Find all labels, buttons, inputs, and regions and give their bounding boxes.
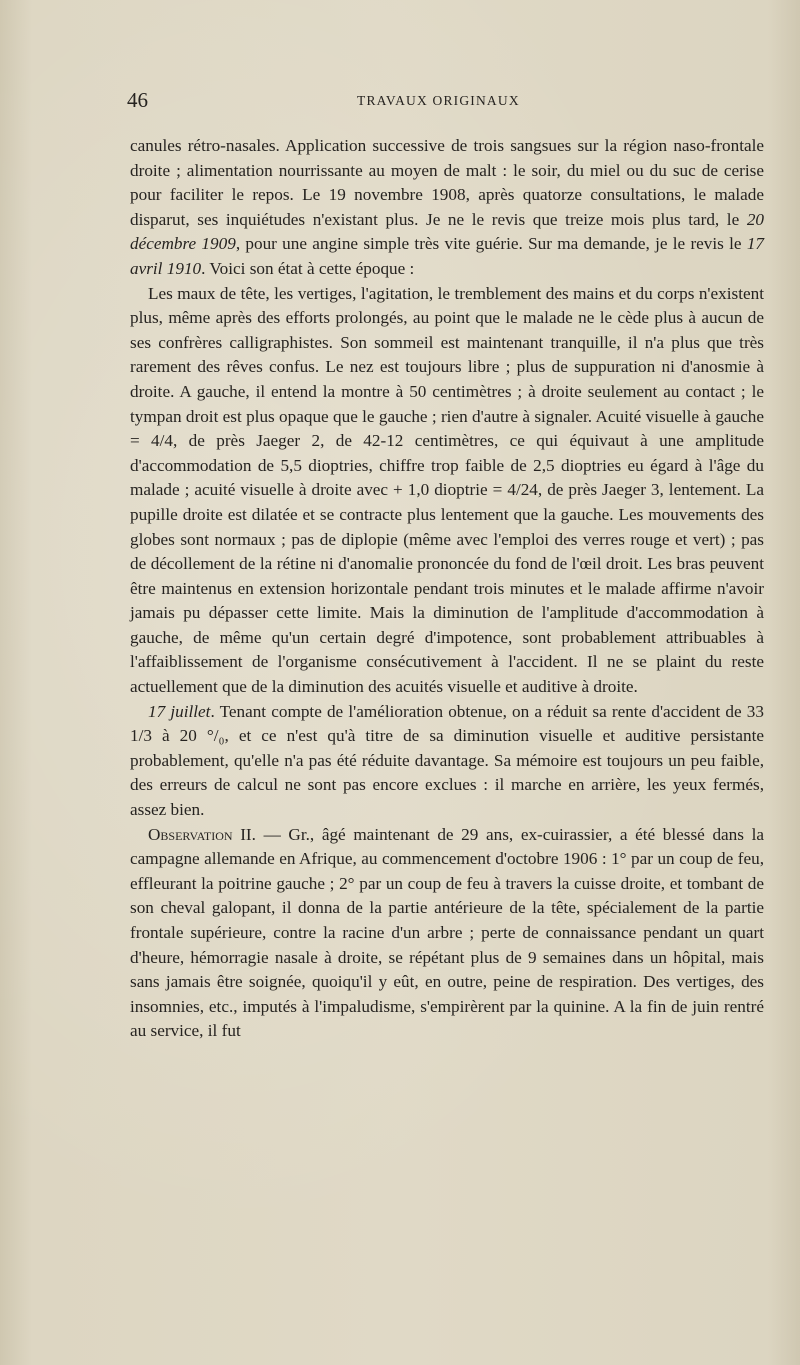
paragraph-1-text-b: , pour une angine simple très vite guérie. Sur ma demande, je le revis le: [235, 234, 747, 254]
date-17-avril-1910: 17 avril 1910: [130, 234, 764, 278]
paragraph-1-text-a: canules rétro-nasales. Application successive de trois sangsues sur la région naso-frontale droite ; alimentation nourrissante au moyen de malt : le soir, du miel ou du suc de cerise pour faciliter le repos. Le 19 novembre 1908, après quatorze consultations, le malade disparut, ses inquiétudes n'existant plus. Je ne le revis que treize mois plus tard, le: [130, 136, 764, 229]
observation-2-text: II. — Gr., âgé maintenant de 29 ans, ex-cuirassier, a été blessé dans la campagne allemande en Afrique, au commencement d'octobre 1906 : 1° par un coup de feu, effleurant la poitrine gauche ; 2° par un coup de feu à travers la cuisse droite, et tombant de son cheval galopant, il donna de la partie antérieure de la tête, spécialement de la partie frontale supérieure, contre la racine d'un arbre ; perte de connaissance pendant un quart d'heure, hémorragie nasale à droite, se répétant plus de 9 semaines dans un hôpital, mais sans jamais être soignée, quoiqu'il y eût, en outre, peine de respiration. Des vertiges, des insomnies, etc., imputés à l'impaludisme, s'empirèrent par la quinine. A la fin de juin rentré au service, il fut: [130, 824, 764, 1041]
observation-label: Observation: [148, 824, 233, 844]
running-title: TRAVAUX ORIGINAUX: [357, 93, 520, 108]
paragraph-1-text-c: . Voici son état à cette époque :: [201, 258, 415, 278]
paragraph-continuation: [130, 134, 764, 282]
date-20-decembre-1909: 20 décembre 1909: [130, 209, 764, 254]
body-text: [130, 134, 764, 1044]
paragraph-observation-2: [130, 823, 764, 1044]
paragraph-17-juillet: [130, 700, 764, 823]
page-number: 46: [127, 88, 148, 112]
date-17-juillet: 17 juillet: [148, 701, 211, 721]
paragraph-17-juillet-text: . Tenant compte de l'amélioration obtenue, on a réduit sa rente d'accident de 33 1/3 à 20 °/₀, et ce n'est qu'à titre de sa diminution visuelle et auditive persistante probablement, qu'elle n'a pas été réduite davantage. Sa mémoire est toujours un peu faible, des erreurs de calcul ne sont pas encore exclues : il marche en arrière, les yeux fermés, assez bien.: [130, 701, 764, 820]
paragraph-state-description: Les maux de tête, les vertiges, l'agitation, le tremblement des mains et du corps n'existent plus, même après des efforts prolongés, au point que le malade ne le cède plus à aucun de ses confrères calligraphistes. Son sommeil est maintenant tranquille, il n'a plus que très rarement des rêves confus. Le nez est toujours libre ; plus de suppuration ni d'anosmie à droite. A gauche, il entend la montre à 50 centimètres ; à droite seulement au contact ; le tympan droit est plus opaque que le gauche ; rien d'autre à signaler. Acuité visuelle à gauche = 4/4, de près Jaeger 2, de 42-12 centimètres, ce qui équivaut à une amplitude d'accommodation de 5,5 dioptries, chiffre trop faible de 2,5 dioptries eu égard à l'âge du malade ; acuité visuelle à droite avec + 1,0 dioptrie = 4/24, de près Jaeger 3, lentement. La pupille droite est dilatée et se contracte plus lentement que la gauche. Les mouvements des globes sont normaux ; pas de diplopie (même avec l'emploi des verres rouge et vert) ; pas de décollement de la rétine ni d'anomalie prononcée du fond de l'œil droit. Les bras peuvent être maintenus en extension horizontale pendant trois minutes et le malade affirme n'avoir jamais pu dépasser cette limite. Mais la diminution de l'amplitude d'accommodation à gauche, de même qu'un certain degré d'impotence, sont probablement attribuables à l'affaiblissement de l'organisme consécutivement à l'accident. Il ne se plaint du reste actuellement que de la diminution des acuités visuelle et auditive à droite.: [130, 283, 764, 697]
page-header: [127, 87, 767, 117]
